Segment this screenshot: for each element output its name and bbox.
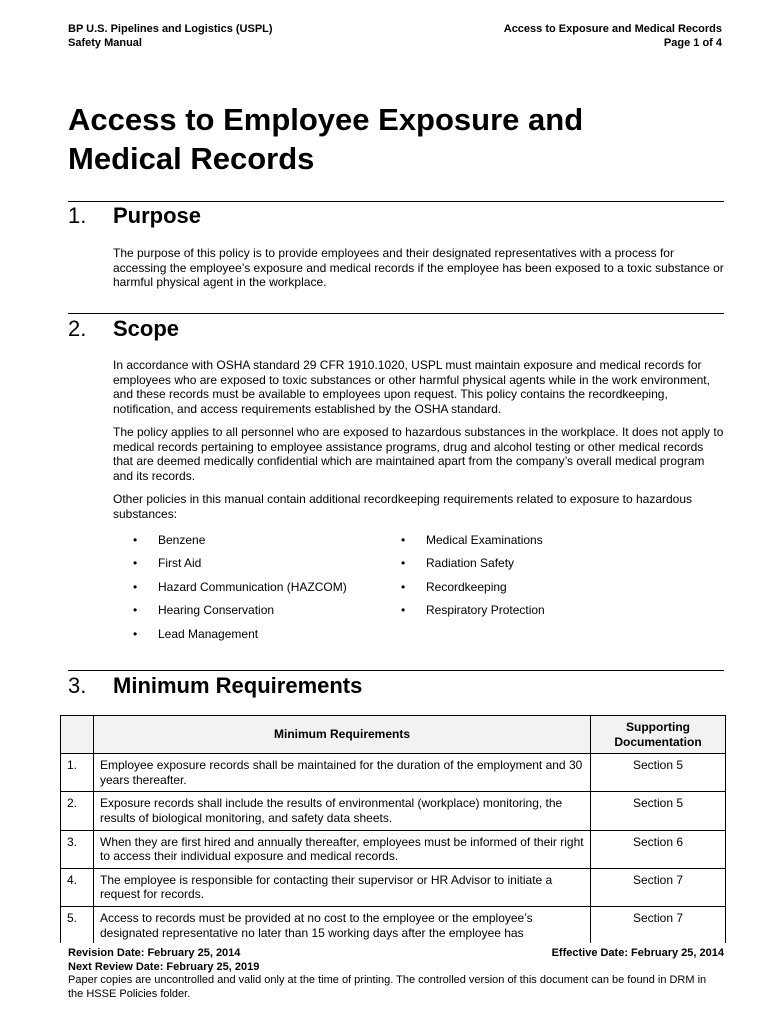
scope-paragraph-1: In accordance with OSHA standard 29 CFR 1910.1020, USPL must maintain exposure and medical records for employees who are exposed to toxic substances or other harmful physical agents while in the work environment, and these records must be available to employees upon request. This policy contains the recordkeeping, notification, and access requirements established by the OSHA standard. xyxy=(113,358,710,416)
section-1-number: 1. xyxy=(68,203,87,228)
row-documentation: Section 7 xyxy=(591,906,726,944)
row-documentation: Section 5 xyxy=(591,754,726,792)
scope-paragraph-2: The policy applies to all personnel who are exposed to hazardous substances in the workplace. It does not apply to medical records pertaining to employee assistance programs, drug and alcohol testing or other medical records that are deemed medically confidential which are maintained apart from the company’s overall medical program and its records. xyxy=(113,425,724,483)
header-manual: Safety Manual xyxy=(68,37,142,49)
row-documentation: Section 7 xyxy=(591,868,726,906)
page-title xyxy=(68,100,708,178)
table-row xyxy=(61,754,726,792)
header-requirements-cell: Minimum Requirements xyxy=(94,716,591,754)
table-header-row xyxy=(61,716,726,754)
table-row xyxy=(61,906,726,944)
section-2-number: 2. xyxy=(68,316,87,341)
header-left xyxy=(68,22,273,50)
footer-revision-date: Revision Date: February 25, 2014 xyxy=(68,947,241,959)
requirements-table xyxy=(60,715,726,945)
bullet-icon: • xyxy=(133,579,138,594)
footer-next-review-date: Next Review Date: February 25, 2019 xyxy=(68,960,260,973)
bullet-icon: • xyxy=(401,556,406,571)
related-policies-list xyxy=(113,532,673,647)
footer-effective-date: Effective Date: February 25, 2014 xyxy=(551,947,724,959)
section-2-title: Scope xyxy=(113,316,180,341)
row-documentation: Section 5 xyxy=(591,792,726,830)
bullet-icon: • xyxy=(401,533,406,547)
row-number: 4. xyxy=(61,868,94,906)
header-org: BP U.S. Pipelines and Logistics (USPL) xyxy=(68,23,273,35)
page-title-line-1: Access to Employee Exposure and xyxy=(68,102,584,137)
row-requirement: Exposure records shall include the results of environmental (workplace) monitoring, the results of biological monitoring, and safety data sheets. xyxy=(94,792,591,830)
footer-dates xyxy=(68,947,724,1001)
bullet-icon: • xyxy=(133,556,138,571)
row-requirement: The employee is responsible for contacting their supervisor or HR Advisor to initiate a request for records. xyxy=(94,868,591,906)
list-item-text: Medical Examinations xyxy=(426,533,543,547)
bullet-icon: • xyxy=(133,626,138,641)
bullet-icon: • xyxy=(133,603,138,618)
row-number: 5. xyxy=(61,906,94,944)
list-item-text: Lead Management xyxy=(158,626,259,641)
list-item-text: Radiation Safety xyxy=(426,556,515,571)
list-item-text: Benzene xyxy=(158,533,206,547)
section-1-rule xyxy=(68,201,724,202)
list-item-text: Recordkeeping xyxy=(426,579,507,594)
row-number: 3. xyxy=(61,830,94,868)
row-documentation: Section 6 xyxy=(591,830,726,868)
list-item-text: Hearing Conservation xyxy=(158,603,275,618)
table-row xyxy=(61,868,726,906)
row-requirement: When they are first hired and annually thereafter, employees must be informed of their right to access their individual exposure and medical records. xyxy=(94,830,591,868)
list-item-text: Respiratory Protection xyxy=(426,603,545,618)
footer-note: Paper copies are uncontrolled and valid only at the time of printing. The controlled version of this document can be found in DRM in the HSSE Policies folder. xyxy=(68,974,707,1000)
scope-paragraph-3: Other policies in this manual contain additional recordkeeping requirements related to exposure to hazardous substances: xyxy=(113,492,693,521)
page-title-line-2: Medical Records xyxy=(68,141,315,176)
list-item-text: First Aid xyxy=(158,556,202,571)
section-3-number: 3. xyxy=(68,673,87,698)
table-row xyxy=(61,830,726,868)
bullet-icon: • xyxy=(133,533,138,547)
header-documentation-cell: Supporting Documentation xyxy=(591,716,726,754)
section-3-rule xyxy=(68,670,724,671)
purpose-paragraph: The purpose of this policy is to provide employees and their designated representatives with a process for accessing the employee’s exposure and medical records if the employee has been exposed to a toxic substance or harmful physical agent in the workplace. xyxy=(113,246,724,290)
section-2-rule xyxy=(68,313,724,314)
header-doc-title: Access to Exposure and Medical Records xyxy=(503,23,722,35)
row-number: 1. xyxy=(61,754,94,792)
header-page-number: Page 1 of 4 xyxy=(663,37,722,49)
bullet-icon: • xyxy=(401,579,406,594)
row-requirement: Employee exposure records shall be maintained for the duration of the employment and 30 years thereafter. xyxy=(94,754,591,792)
section-1-title: Purpose xyxy=(113,203,202,228)
table-row xyxy=(61,792,726,830)
section-3-title: Minimum Requirements xyxy=(113,673,363,698)
row-requirement: Access to records must be provided at no cost to the employee or the employee’s designated representative no later than 15 working days after the employee has xyxy=(94,906,591,944)
list-item-text: Hazard Communication (HAZCOM) xyxy=(158,579,347,594)
header-number-cell xyxy=(61,716,94,754)
bullet-icon: • xyxy=(401,603,406,618)
row-number: 2. xyxy=(61,792,94,830)
header-right xyxy=(504,22,722,50)
